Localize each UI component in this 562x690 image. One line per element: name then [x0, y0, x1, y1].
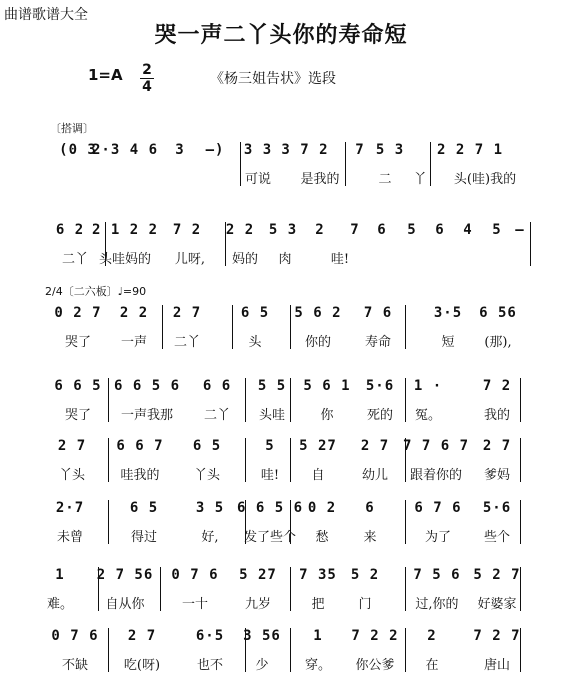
lyric: 愁 [315, 530, 329, 545]
barline [520, 500, 521, 544]
note-group: 7 5 6 [413, 567, 461, 583]
barline [162, 305, 163, 349]
note-group: 5 [407, 222, 417, 238]
lyric: 哇! [330, 252, 350, 267]
note-group: 2 7 [482, 438, 512, 454]
lyric: (那), [484, 335, 512, 350]
note-group: 5 27 [299, 438, 337, 454]
barline [290, 567, 291, 611]
intro-mark: 〔搭调〕 [50, 122, 94, 135]
note-group: 7 2 7 [473, 628, 521, 644]
barline [520, 628, 521, 672]
note-group: 1 · [413, 378, 443, 394]
note-group: 4 [463, 222, 473, 238]
note-group: 6 [377, 222, 387, 238]
lyric: 来 [363, 530, 377, 545]
note-group: 5 2 7 [473, 567, 521, 583]
note-group: 5 [492, 222, 502, 238]
note-group: 2 [315, 222, 325, 238]
lyric: 幼儿 [361, 468, 389, 483]
lyric: 哭了 [64, 335, 92, 350]
note-group: (0 3 [59, 142, 97, 158]
note-group: 3 5 [195, 500, 225, 516]
lyric: 少 [255, 658, 269, 673]
notes-line [0, 142, 562, 162]
note-group: 7 2 2 [351, 628, 399, 644]
note-group: 5 6 1 [303, 378, 351, 394]
barline [290, 628, 291, 672]
barline [405, 378, 406, 422]
key-signature: 1=A [88, 66, 123, 84]
note-group: 7 [355, 142, 365, 158]
note-group: 2·7 [55, 500, 85, 516]
notes-line [0, 305, 562, 325]
notes-line [0, 500, 562, 520]
barline [520, 567, 521, 611]
note-group: 7 35 [299, 567, 337, 583]
lyric: 未曾 [56, 530, 84, 545]
lyric: 你的 [304, 335, 332, 350]
note-group: 2 2 7 1 [436, 142, 504, 158]
note-group: 6·5 [195, 628, 225, 644]
note-group: 6 6 7 [116, 438, 164, 454]
lyric: 二丫 [173, 335, 201, 350]
lyric: 跟着你的 [409, 468, 463, 483]
note-group: 6 56 [479, 305, 517, 321]
lyric: 难。 [46, 597, 74, 612]
lyrics-line [0, 404, 562, 424]
note-group: 6 2 [55, 222, 85, 238]
time-signature [140, 62, 154, 95]
note-group: 2 2 [225, 222, 255, 238]
lyric: 也不 [196, 658, 224, 673]
note-group: 0 7 6 [171, 567, 219, 583]
barline [225, 222, 226, 266]
note-group: 2 7 [172, 305, 202, 321]
notes-line [0, 222, 562, 242]
barline [290, 378, 291, 422]
note-group: 5 5 [257, 378, 287, 394]
barline [530, 222, 531, 266]
note-group: 6 5 [129, 500, 159, 516]
lyrics-line [0, 464, 562, 484]
lyric: 九岁 [244, 597, 272, 612]
lyric: 自从你 [105, 597, 145, 612]
notes-line [0, 438, 562, 458]
note-group: 5 [265, 438, 275, 454]
note-group: 0 2 [307, 500, 337, 516]
note-group: 6 5 [192, 438, 222, 454]
barline [245, 378, 246, 422]
note-group: 2 7 [57, 438, 87, 454]
barline [405, 438, 406, 482]
note-group: —) [205, 142, 225, 158]
barline [232, 305, 233, 349]
barline [240, 142, 241, 186]
lyric: 寿命 [364, 335, 392, 350]
lyric: 儿呀, [174, 252, 206, 267]
barline [405, 628, 406, 672]
lyric: 哭了 [64, 408, 92, 423]
barline [98, 567, 99, 611]
note-group: 2 7 56 [96, 567, 154, 583]
barline [405, 305, 406, 349]
note-group: 5 27 [239, 567, 277, 583]
lyric: 头哇妈的 [98, 252, 152, 267]
barline [520, 378, 521, 422]
lyric: 哇! [260, 468, 280, 483]
lyric: 一十 [181, 597, 209, 612]
barline [160, 567, 161, 611]
note-group: 7 2 [482, 378, 512, 394]
barline [290, 438, 291, 482]
lyric: 把 [311, 597, 325, 612]
note-group: 5 3 [375, 142, 405, 158]
notes-line [0, 567, 562, 587]
barline [108, 628, 109, 672]
note-group: 2·3 4 6 [91, 142, 159, 158]
lyric: 自 [311, 468, 325, 483]
note-group: 6 7 6 [414, 500, 462, 516]
lyric: 些个 [483, 530, 511, 545]
note-group: 1 [313, 628, 323, 644]
barline [108, 500, 109, 544]
lyric: 是我的 [300, 172, 340, 187]
note-group: 3 3 [243, 142, 273, 158]
note-group: 6 6 [202, 378, 232, 394]
lyrics-line [0, 248, 562, 268]
lyric: 哇我的 [120, 468, 160, 483]
lyric: 一声我那 [120, 408, 174, 423]
lyric: 死的 [366, 408, 394, 423]
note-group: 5 3 [268, 222, 298, 238]
lyric: 头(哇)我的 [453, 172, 517, 187]
lyric: 过,你的 [415, 597, 459, 612]
note-group: 2 [427, 628, 437, 644]
note-group: 3 56 [243, 628, 281, 644]
note-group: 7 6 [363, 305, 393, 321]
lyric: 吃(呀) [123, 658, 161, 673]
barline [430, 142, 431, 186]
meter-numerator: 2 [142, 62, 152, 78]
note-group: 1 [55, 567, 65, 583]
lyric: 好, [201, 530, 219, 545]
lyric: 唐山 [483, 658, 511, 673]
lyric: 丫头 [193, 468, 221, 483]
source-label: 《杨三姐告状》选段 [210, 71, 336, 87]
note-group: 3 [175, 142, 185, 158]
lyrics-line [0, 526, 562, 546]
note-group: 5·6 [365, 378, 395, 394]
note-group: 7 7 6 7 [402, 438, 470, 454]
note-group: 7 2 [172, 222, 202, 238]
lyric: 一声 [120, 335, 148, 350]
barline [290, 500, 291, 544]
note-group: 6 [365, 500, 375, 516]
lyric: 丫头 [58, 468, 86, 483]
note-group: 6 6 5 6 [113, 378, 181, 394]
note-group: 6 [435, 222, 445, 238]
note-group: 3 7 2 [281, 142, 329, 158]
lyric: 丫 [413, 172, 427, 187]
barline [245, 628, 246, 672]
barline [108, 438, 109, 482]
barline [405, 567, 406, 611]
lyric: 门 [358, 597, 372, 612]
note-group: — [515, 222, 525, 238]
notes-line [0, 628, 562, 648]
lyrics-line [0, 331, 562, 351]
notes-line [0, 378, 562, 398]
lyrics-line [0, 593, 562, 613]
note-group: 0 7 6 [51, 628, 99, 644]
lyrics-line [0, 654, 562, 674]
note-group: 5 2 [350, 567, 380, 583]
note-group: 2 7 [360, 438, 390, 454]
lyric: 不缺 [61, 658, 89, 673]
lyric: 在 [425, 658, 439, 673]
lyric: 妈的 [231, 252, 259, 267]
lyric: 你 [320, 408, 334, 423]
note-group: 0 2 7 [54, 305, 102, 321]
lyric: 穿。 [304, 658, 332, 673]
lyric: 二丫 [203, 408, 231, 423]
lyric: 发了些个 [243, 530, 297, 545]
note-group: 5·6 [482, 500, 512, 516]
lyric: 可说 [244, 172, 272, 187]
note-group: 5 6 2 [294, 305, 342, 321]
site-title: 曲谱歌谱大全 [4, 7, 88, 23]
lyric: 你公爹 [355, 658, 395, 673]
note-group: 2 7 [127, 628, 157, 644]
note-group: 2 1 2 2 [91, 222, 159, 238]
note-group: 2 2 [119, 305, 149, 321]
lyric: 头哇 [258, 408, 286, 423]
barline [105, 222, 106, 266]
note-group: 6 6 5 [54, 378, 102, 394]
lyric: 二丫 [61, 252, 89, 267]
lyric: 头 [248, 335, 262, 350]
song-title: 哭一声二丫头你的寿命短 [154, 22, 408, 48]
lyric: 爹妈 [483, 468, 511, 483]
note-group: 3·5 [433, 305, 463, 321]
lyric: 短 [441, 335, 455, 350]
lyric: 为了 [424, 530, 452, 545]
lyric: 二 [378, 172, 392, 187]
barline [405, 500, 406, 544]
note-group: 6 5 [240, 305, 270, 321]
lyrics-line [0, 168, 562, 188]
meter-denominator: 4 [140, 78, 154, 95]
barline [245, 438, 246, 482]
note-group: 7 [350, 222, 360, 238]
barline [245, 500, 246, 544]
barline [520, 438, 521, 482]
lyric: 我的 [483, 408, 511, 423]
barline [108, 378, 109, 422]
lyric: 好婆家 [477, 597, 517, 612]
lyric: 得过 [130, 530, 158, 545]
lyric: 冤。 [414, 408, 442, 423]
barline [290, 305, 291, 349]
barline [345, 142, 346, 186]
section-mark: 2/4〔二六板〕♩=90 [45, 285, 147, 298]
note-group: 6 6 5 6 [236, 500, 304, 516]
lyric: 肉 [278, 252, 292, 267]
